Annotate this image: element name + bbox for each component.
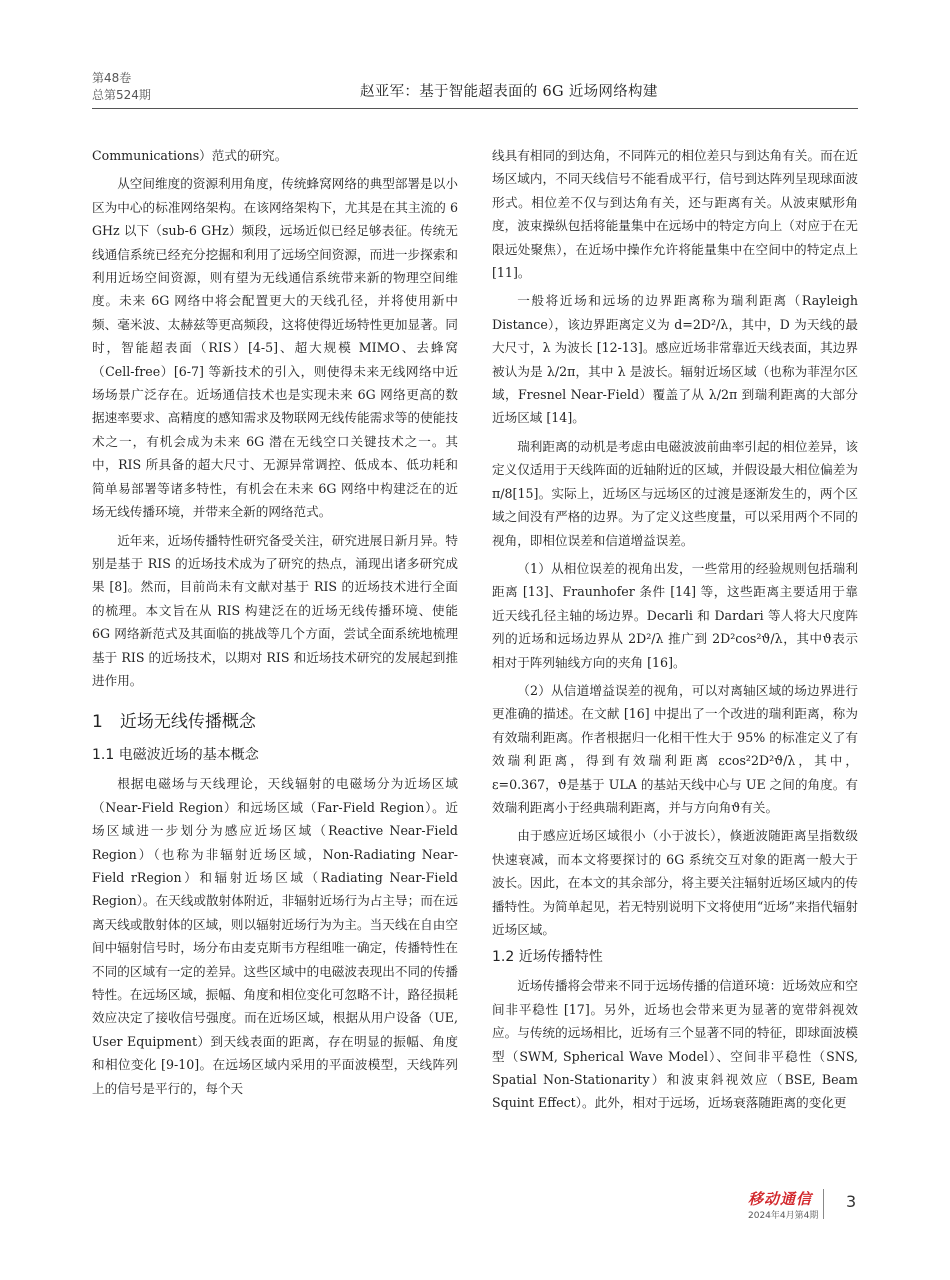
subsection-heading: 1.1 电磁波近场的基本概念	[92, 747, 259, 764]
paragraph: 近年来，近场传播特性研究备受关注，研究进展日新月异。特别是基于 RIS 的近场技术成为了研究的热点，涌现出诸多研究成果 [8]。然而，目前尚未有文献对基于 RIS 的近场技术进行全面的梳理。本文旨在从 RIS 构建泛在的近场无线传播环境、使能 6G 网络新范式及其面临的挑战等几个方面，尝试全面系统地梳理基于 RIS 的近场技术，以期对 RIS 和近场技术研究的发展起到推进作用。	[92, 532, 458, 688]
journal-volume-block	[92, 70, 151, 104]
right-column	[492, 144, 858, 1120]
paragraph: 一般将近场和远场的边界距离称为瑞利距离（Rayleigh Distance），该边界距离定义为 d=2D²/λ，其中，D 为天线的最大尺寸，λ 为波长 [12-13]。感应近场非常靠近天线表面，其边界被认为是 λ/2π，其中 λ 是波长。辐射近场区域（也称为菲涅尔区域，Fresnel Near-Field）覆盖了从 λ/2π 到瑞利距离的大部分近场区域 [14]。	[492, 293, 858, 426]
page-number: 3	[846, 1192, 857, 1211]
paragraph: 线具有相同的到达角，不同阵元的相位差只与到达角有关。而在近场区域内，不同天线信号不能看成平行，信号到达阵列呈现球面波形式。相位差不仅与到达角有关，还与距离有关。从波束赋形角度，波束操纵包括将能量集中在远场中的特定方向上（对应于在无限远处聚焦），在近场中操作允许将能量集中在空间中的特定点上 [11]。	[492, 148, 858, 281]
journal-issue-total: 总第524期	[92, 88, 151, 102]
paragraph: （2）从信道增益误差的视角，可以对离轴区域的场边界进行更准确的描述。在文献 [16] 中提出了一个改进的瑞利距离，称为有效瑞利距离。作者根据归一化相干性大于 95% 的标准定义了有效瑞利距离，得到有效瑞利距离 εcos²2D²ϑ/λ，其中，ε=0.367，ϑ是基于 ULA 的基站天线中心与 UE 之间的角度。有效瑞利距离小于经典瑞利距离，并与方向角ϑ有关。	[492, 682, 858, 815]
paragraph: 根据电磁场与天线理论，天线辐射的电磁场分为近场区域（Near-Field Region）和远场区域（Far-Field Region）。近场区域进一步划分为感应近场区域（Reactive Near-Field Region）（也称为非辐射近场区域，Non-Radiating Near-Field rRegion）和辐射近场区域（Radiating Near-Field Region）。在天线或散射体附近，非辐射近场行为占主导；而在远离天线或散射体的区域，则以辐射近场行为为主。当天线在自由空间中辐射信号时，场分布由麦克斯韦方程组唯一确定，传播特性在不同的区域有一定的差异。这些区域中的电磁波表现出不同的传播特性。在远场区域，振幅、角度和相位变化可忽略不计，路径损耗效应决定了接收信号强度。而在近场区域，根据从用户设备（UE, User Equipment）到天线表面的距离，存在明显的振幅、角度和相位变化 [9-10]。在远场区域内采用的平面波模型，天线阵列上的信号是平行的，每个天	[92, 776, 458, 1096]
running-header-title: 赵亚军：基于智能超表面的 6G 近场网络构建	[360, 84, 658, 100]
paragraph: 近场传播将会带来不同于远场传播的信道环境：近场效应和空间非平稳性 [17]。另外，近场也会带来更为显著的宽带斜视效应。与传统的远场相比，近场有三个显著不同的特征，即球面波模型（SWM, Spherical Wave Model）、空间非平稳性（SNS, Spatial Non-Stationarity）和波束斜视效应（BSE, Beam Squint Effect）。此外，相对于远场，近场衰落随距离的变化更	[492, 978, 858, 1111]
subsection-heading: 1.2 近场传播特性	[492, 949, 603, 966]
paragraph: 从空间维度的资源利用角度，传统蜂窝网络的典型部署是以小区为中心的标准网络架构。在该网络架构下，尤其是在其主流的 6 GHz 以下（sub-6 GHz）频段，远场近似已经足够表征。传统无线通信系统已经充分挖掘和利用了远场空间资源，而进一步探索和利用近场空间资源，则有望为无线通信系统带来新的物理空间维度。未来 6G 网络中将会配置更大的天线孔径，并将使用新中频、毫米波、太赫兹等更高频段，这将使得近场特性更加显著。同时，智能超表面（RIS）[4-5]、超大规模 MIMO、去蜂窝（Cell-free）[6-7] 等新技术的引入，则使得未来无线网络中近场场景广泛存在。近场通信技术也是实现未来 6G 网络更高的数据速率要求、高精度的感知需求及物联网无线传能需求等的使能技术之一，有机会成为未来 6G 潜在无线空口关键技术之一。其中，RIS 所具备的超大尺寸、无源异常调控、低成本、低功耗和简单易部署等诸多特性，有机会在未来 6G 网络中构建泛在的近场无线传播环境，并带来全新的网络范式。	[92, 176, 458, 520]
paragraph: Communications）范式的研究。	[92, 148, 288, 163]
issue-date: 2024年4月第4期	[748, 1211, 819, 1221]
paragraph: 由于感应近场区域很小（小于波长），倏逝波随距离呈指数级快速衰减，而本文将要探讨的 6G 系统交互对象的距离一般大于波长。因此，在本文的其余部分，将主要关注辐射近场区域内的传播特性。为简单起见，若无特别说明下文将使用“近场”来指代辐射近场区域。	[492, 828, 858, 937]
journal-volume: 第48卷	[92, 71, 132, 85]
footer-divider	[823, 1189, 824, 1219]
paragraph: （1）从相位误差的视角出发，一些常用的经验规则包括瑞利距离 [13]、Fraunhofer 条件 [14] 等，这些距离主要适用于靠近天线孔径主轴的场边界。Decarli 和 Dardari 等人将大尺度阵列的近场和远场边界从 2D²/λ 推广到 2D²cos²ϑ/λ，其中ϑ表示相对于阵列轴线方向的夹角 [16]。	[492, 560, 858, 670]
journal-logo: 移动通信	[748, 1190, 813, 1208]
header-divider	[92, 108, 858, 109]
section-heading: 1 近场无线传播概念	[92, 712, 256, 733]
paragraph: 瑞利距离的动机是考虑由电磁波波前曲率引起的相位差异，该定义仅适用于天线阵面的近轴附近的区域，并假设最大相位偏差为 π/8[15]。实际上，近场区与远场区的过渡是逐渐发生的，两个区域之间没有严格的边界。为了定义这些度量，可以采用两个不同的视角，即相位误差和信道增益误差。	[492, 438, 858, 548]
left-column	[92, 144, 458, 1105]
